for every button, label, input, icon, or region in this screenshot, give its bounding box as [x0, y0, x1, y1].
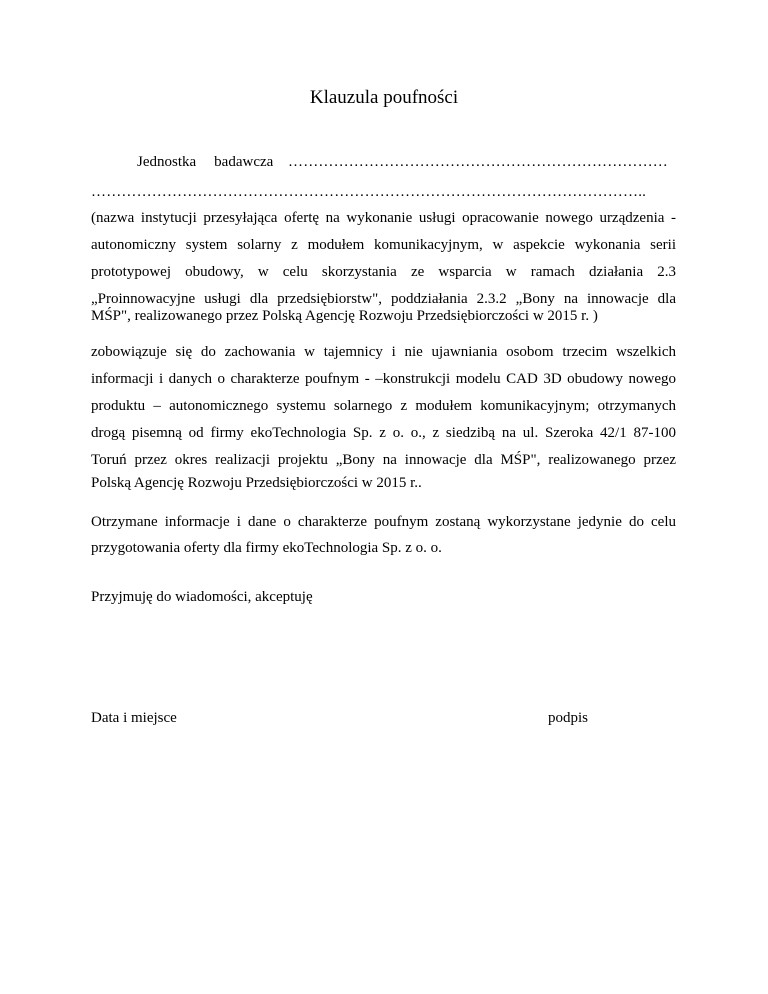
date-place-label: Data i miejsce: [91, 710, 177, 726]
research-unit-label-word1: Jednostka: [137, 154, 197, 170]
paragraph-line: informacji i danych o charakterze poufnym - –konstrukcji modelu CAD 3D obudowy nowego: [91, 371, 676, 387]
signature-label: podpis: [548, 710, 589, 726]
paragraph-line: „Proinnowacyjne usługi dla przedsiębiorstw", poddziałania 2.3.2 „Bony na innowacje dla: [91, 291, 676, 307]
research-unit-fill-line-2: ………………………………………………………………………………………………..: [91, 184, 647, 200]
paragraph-line: drogą pisemną od firmy ekoTechnologia Sp. z o. o., z siedzibą na ul. Szeroka 42/1 87-100: [91, 425, 676, 441]
paragraph-line: Polską Agencję Rozwoju Przedsiębiorczości w 2015 r..: [91, 475, 422, 491]
paragraph-line: (nazwa instytucji przesyłająca ofertę na wykonanie usługi opracowanie nowego urządzenia -: [91, 210, 676, 226]
acceptance-statement: Przyjmuję do wiadomości, akceptuję: [91, 589, 313, 605]
paragraph-line: produktu – autonomicznego systemu solarnego z modułem komunikacyjnym; otrzymanych: [91, 398, 676, 414]
paragraph-line: Otrzymane informacje i dane o charakterze poufnym zostaną wykorzystane jedynie do celu: [91, 514, 676, 530]
document-title: Klauzula poufności: [309, 87, 459, 108]
research-unit-label: [137, 152, 273, 172]
paragraph-line: przygotowania oferty dla firmy ekoTechnologia Sp. z o. o.: [91, 540, 442, 556]
research-unit-label-word2: badawcza: [214, 154, 274, 170]
paragraph-line: Toruń przez okres realizacji projektu „Bony na innowacje dla MŚP", realizowanego przez: [91, 452, 676, 468]
paragraph-line: prototypowej obudowy, w celu skorzystania ze wsparcia w ramach działania 2.3: [91, 264, 676, 280]
paragraph-line: zobowiązuje się do zachowania w tajemnicy i nie ujawniania osobom trzecim wszelkich: [91, 344, 676, 360]
paragraph-line: autonomiczny system solarny z modułem komunikacyjnym, w aspekcie wykonania serii: [91, 237, 676, 253]
research-unit-fill-line: …………………………………………………………………: [288, 154, 668, 170]
paragraph-line: MŚP", realizowanego przez Polską Agencję Rozwoju Przedsiębiorczości w 2015 r. ): [91, 308, 598, 324]
